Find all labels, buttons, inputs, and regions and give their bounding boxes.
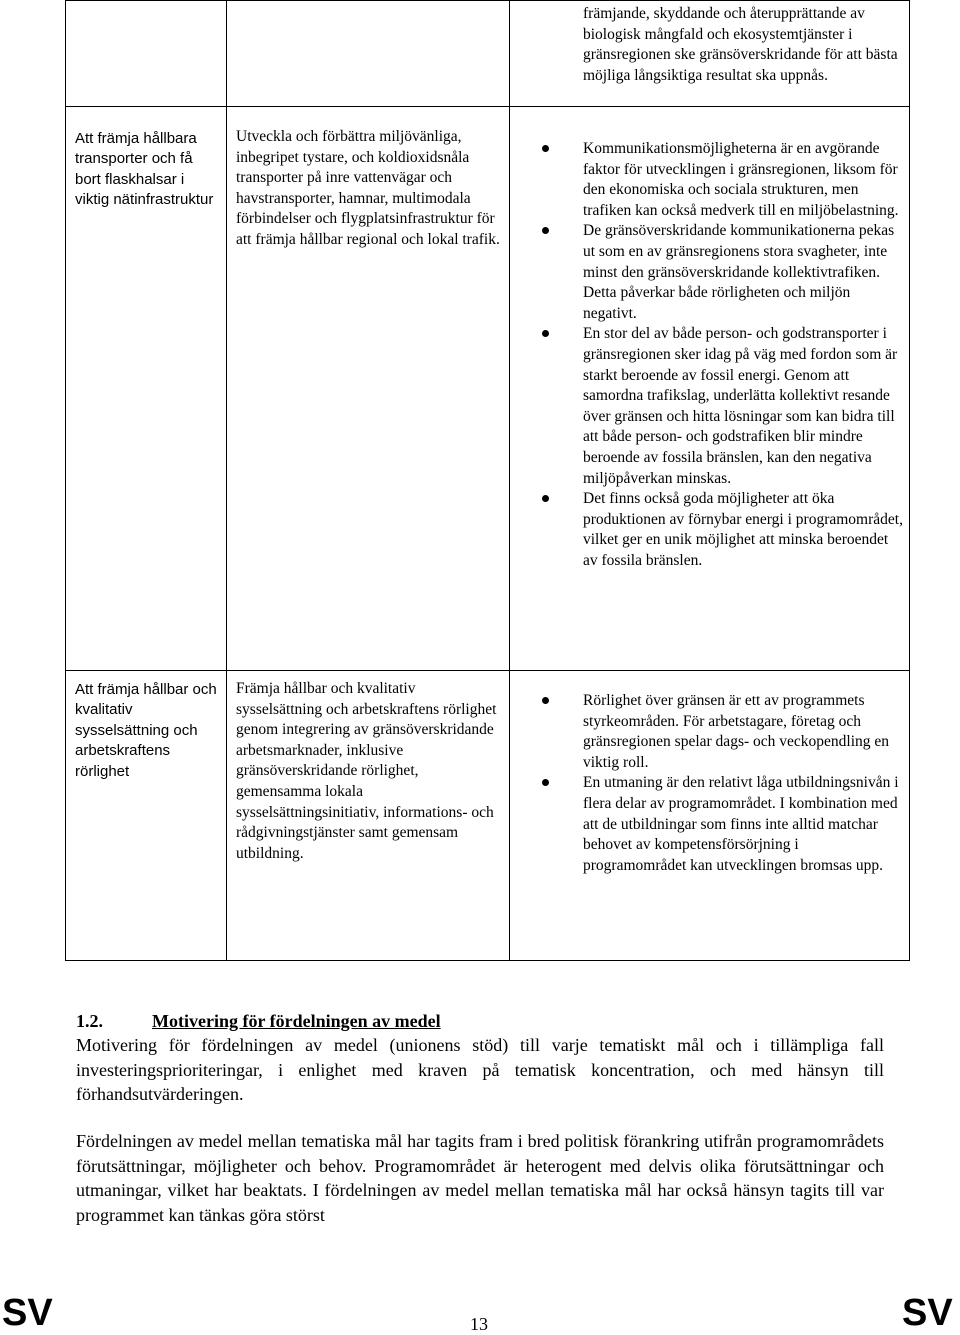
table-top-row-col3: främjande, skyddande och återupprättande av biologisk mångfald och ekosystemtjänster i gränsregionen ske gränsöverskridande för att bästa möjliga långsiktiga resultat ska uppnås. bbox=[583, 5, 898, 84]
table-border-bottom bbox=[65, 960, 910, 961]
footer-language-right: SV bbox=[902, 1292, 953, 1334]
page-number: 13 bbox=[470, 1314, 488, 1334]
table-row2-objective: Att främja hållbar och kvalitativ sysselsättning och arbetskraftens rörlighet bbox=[75, 681, 217, 780]
table-row1-objective: Att främja hållbara transporter och få bort flaskhalsar i viktig nätinfrastruktur bbox=[75, 130, 214, 209]
table-row2-motivation-list bbox=[539, 691, 903, 876]
table-border-right bbox=[909, 0, 910, 961]
table-row-divider-1 bbox=[65, 106, 910, 107]
table-col-divider-2 bbox=[509, 0, 510, 961]
table-border-left bbox=[65, 0, 66, 961]
table-border-top bbox=[65, 0, 910, 1]
section-paragraph-2: Fördelningen av medel mellan tematiska mål har tagits fram i bred politisk förankring utifrån programområdets förutsättningar, möjligheter och behov. Programområdet är heterogent med delvis olika förutsättningar och utmaningar, vilket har beaktats. I fördelningen av medel mellan tematiska mål har också hänsyn tagits till var programmet kan tänkas göra störst bbox=[76, 1131, 884, 1225]
table-row-divider-2 bbox=[65, 670, 910, 671]
section-title: Motivering för fördelningen av medel bbox=[152, 1011, 441, 1031]
section-heading bbox=[76, 1009, 441, 1033]
list-item: Det finns också goda möjligheter att öka produktionen av förnybar energi i programområdet, vilket ger en unik möjlighet att minska beroendet av fossila bränslen. bbox=[539, 489, 903, 571]
footer-language-left: SV bbox=[2, 1292, 53, 1334]
list-item: En utmaning är den relativt låga utbildningsnivån i flera delar av programområdet. I kombination med att de utbildningar som finns inte alltid matchar behovet av kompetensförsörjning i programområdet kan utvecklingen bromsas upp. bbox=[539, 773, 903, 876]
section-paragraph-1: Motivering för fördelningen av medel (unionens stöd) till varje tematiskt mål och i tillämpliga fall investeringsprioriteringar, i enlighet med kraven på tematisk koncentration, och med hänsyn till förhandsutvärderingen. bbox=[76, 1035, 884, 1105]
list-item: Rörlighet över gränsen är ett av programmets styrkeområden. För arbetstagare, företag och gränsregionen spelar dags- och veckopendling en viktig roll. bbox=[539, 691, 903, 773]
list-item: Kommunikationsmöjligheterna är en avgörande faktor för utvecklingen i gränsregionen, liksom för den ekonomiska och sociala strukturen, men trafiken kan också medverk till en miljöbelastning. bbox=[539, 139, 903, 221]
section-number: 1.2. bbox=[76, 1011, 103, 1031]
table-row1-priority: Utveckla och förbättra miljövänliga, inbegripet tystare, och koldioxidsnåla transporter på inre vattenvägar och havstransporter, hamnar, multimodala förbindelser och flygplatsinfrastruktur för att främja hållbar regional och lokal trafik. bbox=[236, 128, 500, 248]
table-row1-motivation-list bbox=[539, 139, 903, 571]
table-col-divider-1 bbox=[226, 0, 227, 961]
list-item: En stor del av både person- och godstransporter i gränsregionen sker idag på väg med fordon som är starkt beroende av fossil energi. Genom att samordna trafikslag, underlätta kollektivt resande över gränsen och hitta lösningar som kan bidra till att både person- och godstrafiken blir mindre beroende av fossila bränslen, kan den negativa miljöpåverkan minskas. bbox=[539, 324, 903, 489]
list-item: De gränsöverskridande kommunikationerna pekas ut som en av gränsregionens stora svagheter, inte minst den gränsöverskridande kollektivtrafiken. Detta påverkar både rörligheten och miljön negativt. bbox=[539, 221, 903, 324]
table-row2-priority: Främja hållbar och kvalitativ sysselsättning och arbetskraftens rörlighet genom integrering av gränsöverskridande arbetsmarknader, inklusive gränsöverskridande rörlighet, gemensamma lokala sysselsättningsinitiativ, informations- och rådgivningstjänster samt gemensam utbildning. bbox=[236, 680, 497, 862]
